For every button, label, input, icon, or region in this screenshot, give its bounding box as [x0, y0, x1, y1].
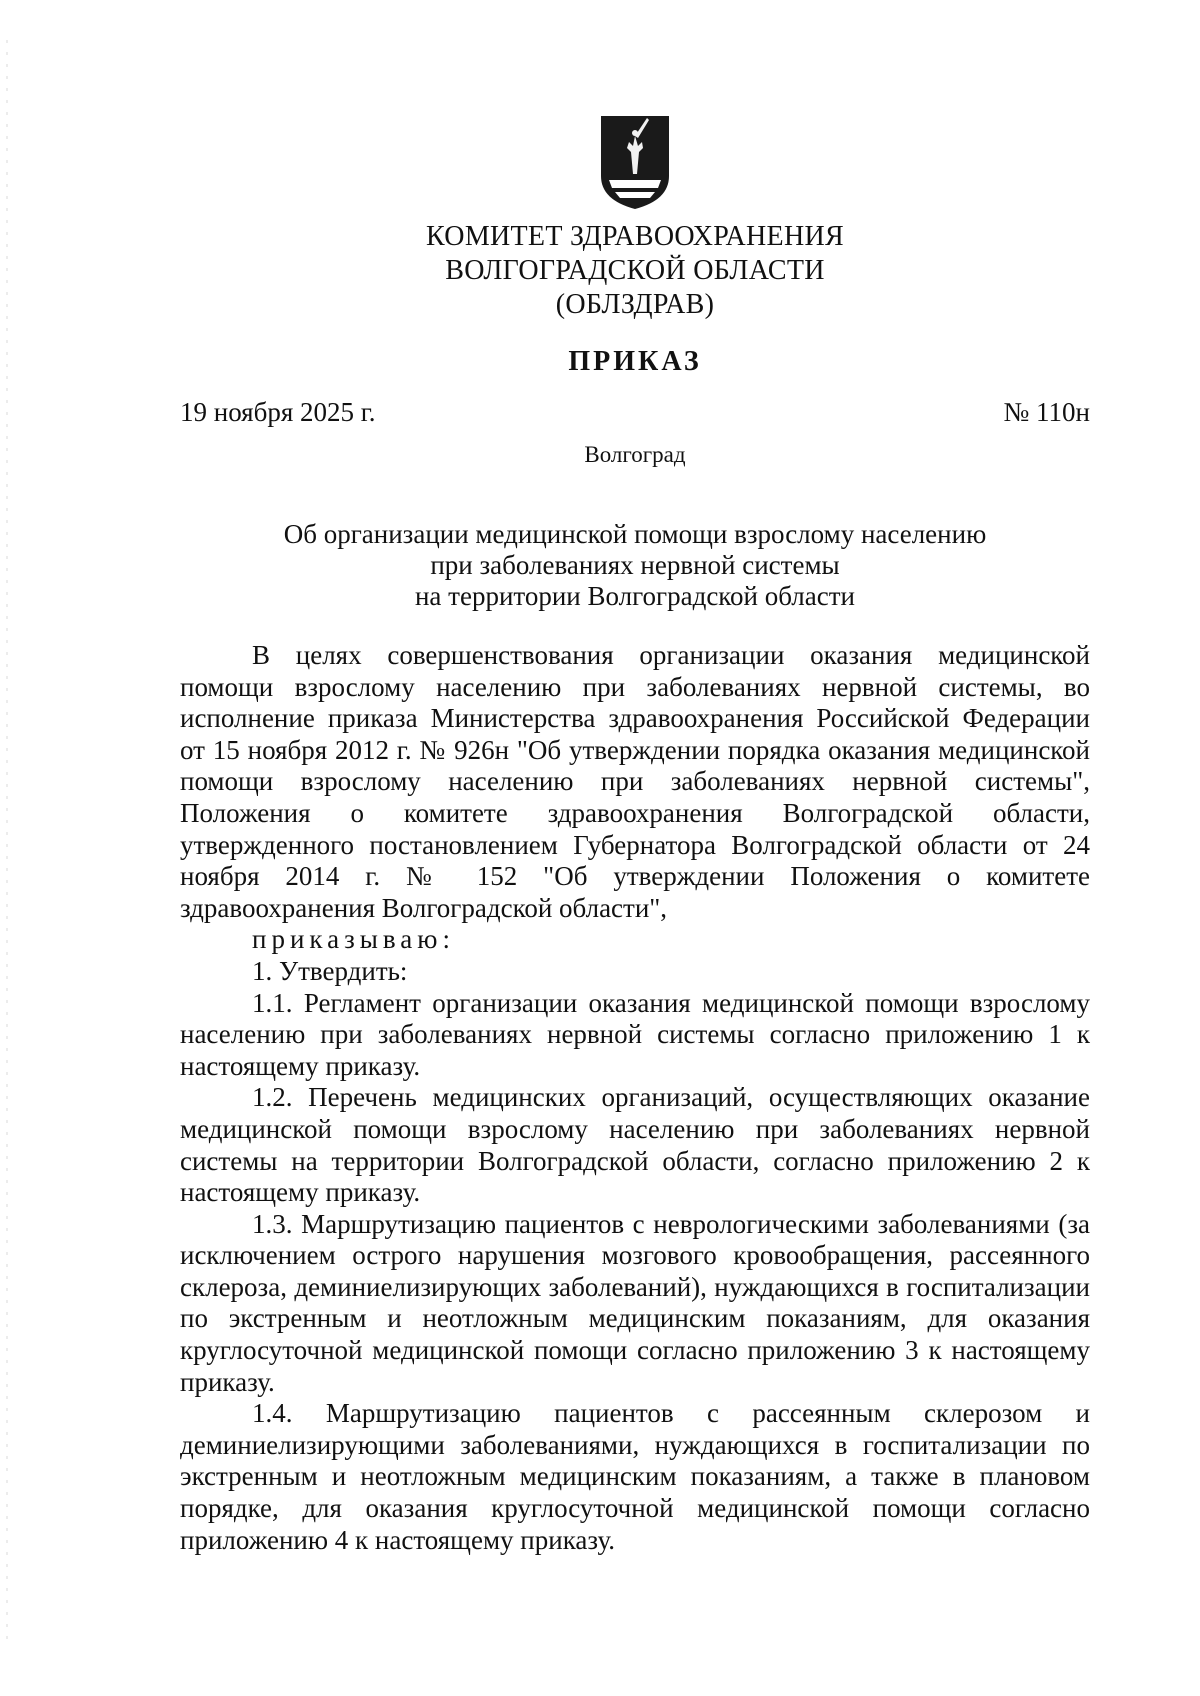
org-line-1: КОМИТЕТ ЗДРАВООХРАНЕНИЯ: [426, 221, 844, 252]
document-number: № 110н: [1003, 397, 1090, 427]
scan-edge-marks: [6, 40, 8, 1640]
organization-name: [300, 220, 970, 322]
item-1-3: 1.3. Маршрутизацию пациентов с неврологическими заболеваниями (за исключением острого нарушения мозгового кровообращения, рассеянного склероза, деминиелизирующих заболеваний), нуждающихся в госпитализации по экстренным и неотложным медицинским показаниям, для оказания круглосуточной медицинской помощи согласно приложению 3 к настоящему приказу.: [180, 1208, 1090, 1397]
item-1-2: 1.2. Перечень медицинских организаций, осуществляющих оказание медицинской помощи взрослому населению при заболеваниях нервной системы на территории Волгоградской области, согласно приложению 2 к настоящему приказу.: [180, 1082, 1090, 1208]
subject-line-2: при заболеваниях нервной системы: [430, 550, 840, 580]
item-1: 1. Утвердить:: [252, 955, 408, 986]
order-word: приказываю:: [252, 924, 455, 955]
subject-line-1: Об организации медицинской помощи взрослому населению: [283, 519, 987, 549]
org-line-3: (ОБЛЗДРАВ): [555, 289, 715, 320]
document-type-title: ПРИКАЗ: [568, 346, 702, 377]
subject-line-3: на территории Волгоградской области: [414, 581, 855, 611]
document-city: Волгоград: [584, 442, 686, 467]
document-date: 19 ноября 2025 г.: [180, 397, 376, 427]
coat-of-arms-icon: [595, 112, 675, 212]
document-body: [180, 640, 1090, 1556]
org-line-2: ВОЛГОГРАДСКОЙ ОБЛАСТИ: [445, 255, 825, 286]
document-subject: [220, 519, 1050, 612]
preamble-paragraph: В целях совершенствования организации оказания медицинской помощи взрослому населению при заболеваниях нервной системы, во исполнение приказа Министерства здравоохранения Российской Федерации от 15 ноября 2012 г. № 926н "Об утверждении порядка оказания медицинской помощи взрослому населению при заболеваниях нервной системы", Положения о комитете здравоохранения Волгоградской области, утвержденного постановлением Губернатора Волгоградской области от 24 ноября 2014 г. № 152 "Об утверждении Положения о комитете здравоохранения Волгоградской области",: [180, 640, 1090, 923]
item-1-1: 1.1. Регламент организации оказания медицинской помощи взрослому населению при заболеваниях нервной системы согласно приложению 1 к настоящему приказу.: [180, 987, 1090, 1081]
item-1-4: 1.4. Маршрутизацию пациентов с рассеянным склерозом и деминиелизирующими заболеваниями, нуждающихся в госпитализации по экстренным и неотложным медицинским показаниям, а также в плановом порядке, для оказания круглосуточной медицинской помощи согласно приложению 4 к настоящему приказу.: [180, 1398, 1090, 1555]
